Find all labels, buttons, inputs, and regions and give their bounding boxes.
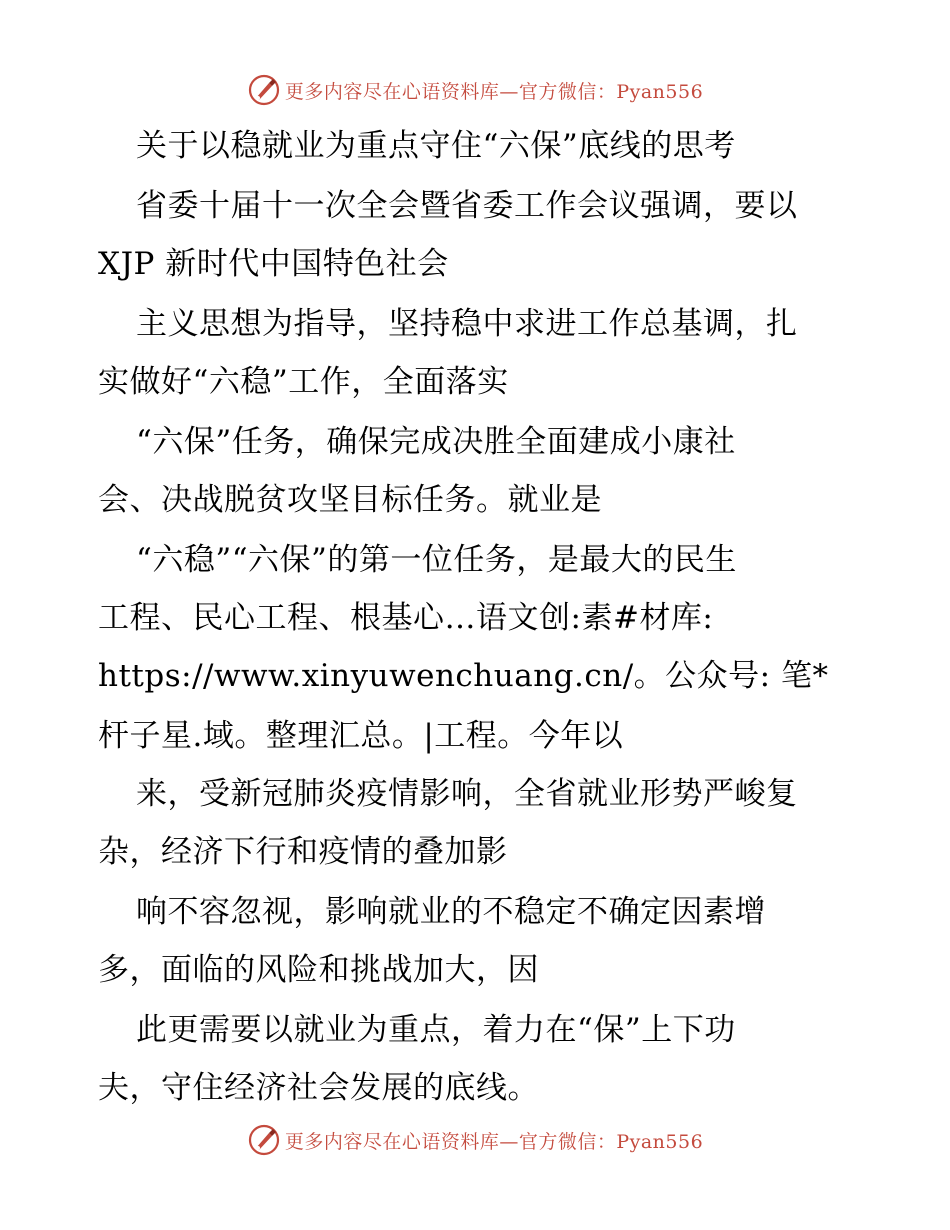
paragraph-line: 此更需要以就业为重点，着力在“保”上下功 — [136, 1012, 736, 1048]
paragraph-line: 多，面临的风险和挑战加大，因 — [98, 952, 539, 988]
header-watermark — [0, 70, 950, 110]
paragraph-line: “六稳”“六保”的第一位任务，是最大的民生 — [136, 542, 737, 578]
footer-watermark-text: 更多内容尽在心语资料库—官方微信：Pyan556 — [284, 1130, 704, 1153]
paragraph-line: 来，受新冠肺炎疫情影响，全省就业形势严峻复 — [136, 776, 798, 812]
paragraph-line: 杂，经济下行和疫情的叠加影 — [98, 834, 508, 870]
paragraph-line: 响不容忽视，影响就业的不稳定不确定因素增 — [136, 894, 766, 930]
pen-seal-icon — [247, 73, 281, 107]
header-watermark-text: 更多内容尽在心语资料库—官方微信：Pyan556 — [284, 80, 704, 103]
paragraph-line: XJP 新时代中国特色社会 — [98, 246, 449, 282]
pen-seal-icon — [247, 1123, 281, 1157]
paragraph-line: 主义思想为指导，坚持稳中求进工作总基调，扎 — [136, 306, 798, 342]
header-watermark-inner — [247, 73, 703, 107]
paragraph-line: 省委十届十一次全会暨省委工作会议强调，要以 — [136, 188, 798, 224]
paragraph-line: https://www.xinyuwenchuang.cn/。公众号: 笔* — [98, 658, 829, 694]
footer-watermark — [0, 1120, 950, 1160]
paragraph-line: 工程、民心工程、根基心…语文创:素#材库: — [98, 600, 714, 636]
paragraph-line: “六保”任务，确保完成决胜全面建成小康社 — [136, 424, 736, 460]
footer-watermark-inner — [247, 1123, 703, 1157]
paragraph-line: 夫，守住经济社会发展的底线。 — [98, 1070, 539, 1106]
document-title: 关于以稳就业为重点守住“六保”底线的思考 — [136, 128, 736, 164]
paragraph-line: 实做好“六稳”工作，全面落实 — [98, 364, 509, 400]
paragraph-line: 会、决战脱贫攻坚目标任务。就业是 — [98, 482, 602, 518]
paragraph-line: 杆子星.域。整理汇总。|工程。今年以 — [98, 718, 624, 754]
